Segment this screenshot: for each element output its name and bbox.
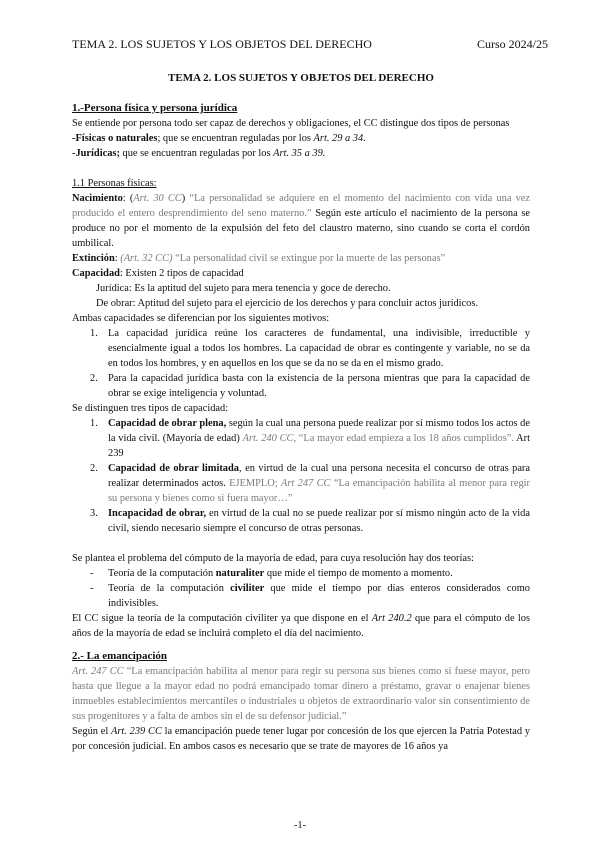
list-item: [72, 326, 530, 371]
type-1-tail: Art 239: [108, 433, 530, 459]
nacimiento-explanation: Según este artículo el nacimiento de la persona se produce no por el momento de la expulsión del feto del claustro materno, sino cuando se corta el cordón umbilical.: [72, 208, 530, 249]
capacidad-juridica: Jurídica: Es la aptitud del sujeto para mera tenencia y goce de derecho.: [96, 283, 391, 294]
emancipacion-quote: “La emancipación habilita al menor para regir su persona sus bienes como si fuese mayor, pero hasta que llegue a la mayor edad no podrá emancipado tomar dinero a préstamo, gravar o enajenar bienes inmuebles establecimientos mercantiles o industriales u objetos de extraordinario valor sin consentimiento de sus progenitores y a falta de ambos sin el de su defensor judicial.”: [72, 666, 530, 722]
fisicas-article: Art. 29 a 34.: [313, 133, 366, 144]
computo-list: [72, 566, 530, 611]
nacimiento-quote: “La personalidad se adquiere en el momento del nacimiento con vida una vez producido el entero desprendimiento del seno materno.”: [72, 193, 530, 219]
section-1-intro: Se entiende por persona todo ser capaz de derechos y obligaciones, el CC distingue dos tipos de personas: [72, 118, 510, 129]
list-text: La capacidad jurídica reúne los caracteres de fundamental, una indivisible, irreductible y esencialmente igual a todos los hombres. La capacidad de obrar es contingente y variable, no se da en todos los hombres, y en aquellos en los que se da no se da en el mismo grado.: [108, 328, 530, 369]
type-3-label: Incapacidad de obrar,: [108, 508, 207, 519]
type-2-article: Art 247 CC: [281, 478, 331, 489]
type-3-text: en virtud de la cual no se puede realizar por sí mismo ningún acto de la vida civil, siendo necesario siempre el concurso de otras personas.: [108, 508, 530, 534]
theory-post: que mide el tiempo por días enteros considerados como indivisibles.: [108, 583, 530, 609]
emancipacion-pre: Según el: [72, 726, 112, 737]
type-1-quote: “La mayor edad empieza a los 18 años cumplidos”.: [296, 433, 514, 444]
types-intro: Se distinguen tres tipos de capacidad:: [72, 403, 229, 414]
list-dash: -: [90, 583, 94, 594]
capacidad-text: : Existen 2 tipos de capacidad: [119, 268, 244, 279]
fisicas-label: -Físicas o naturales: [72, 133, 158, 144]
capacidad-de-obrar: De obrar: Aptitud del sujeto para el ejercicio de los derechos y para concluir actos jurídicos.: [96, 298, 479, 309]
list-number: 2.: [90, 373, 98, 384]
type-2-example: EJEMPLO;: [229, 478, 282, 489]
juridicas-label: -Jurídicas;: [72, 148, 120, 159]
list-dash: -: [90, 568, 94, 579]
extincion-line: [72, 251, 530, 266]
list-item: [72, 506, 530, 536]
diff-intro: Ambas capacidades se diferencian por los siguientes motivos:: [72, 313, 330, 324]
section-1-1-heading: 1.1 Personas físicas:: [72, 178, 157, 189]
extincion-sep: :: [114, 253, 121, 264]
page-number: -1-: [293, 820, 307, 831]
type-1-text: según la cual una persona puede realizar por sí mismo todos los actos de la vida civil. (Mayoría de edad): [108, 418, 530, 444]
capacidad-line: [72, 266, 530, 281]
diff-list: [72, 326, 530, 401]
nacimiento-sep: : (: [122, 193, 134, 204]
list-item: [72, 371, 530, 401]
header-course-year: Curso 2024/25: [476, 37, 548, 51]
civiliter-post: que para el cómputo de los años de la mayoría de edad se incluirá completo el día del nacimiento.: [72, 613, 530, 639]
section-1-heading: 1.-Persona física y persona jurídica: [72, 102, 238, 114]
civiliter-paragraph: [72, 611, 530, 641]
document-body: [72, 71, 530, 754]
theory-name: naturaliter: [215, 568, 265, 579]
type-1-article: Art. 240 CC,: [242, 433, 297, 444]
list-item: [72, 461, 530, 506]
nacimiento-article: Art. 30 CC: [133, 193, 182, 204]
types-list: [72, 416, 530, 536]
extincion-article: (Art. 32 CC): [120, 253, 173, 264]
list-number: 1.: [90, 328, 98, 339]
nacimiento-label: Nacimiento: [72, 193, 123, 204]
juridicas-line: [72, 146, 530, 161]
civiliter-pre: El CC sigue la teoría de la computación civiliter ya que dispone en el: [72, 613, 372, 624]
page-header: [72, 37, 548, 51]
extincion-label: Extinción: [72, 253, 115, 264]
theory-name: civiliter: [230, 583, 265, 594]
fisicas-text: ; que se encuentran reguladas por los: [157, 133, 311, 144]
list-item: [72, 566, 530, 581]
list-number: 2.: [90, 463, 98, 474]
nacimiento-close: ): [181, 193, 190, 204]
list-item: [72, 581, 530, 611]
type-1-label: Capacidad de obrar plena,: [108, 418, 227, 429]
juridicas-text: que se encuentran reguladas por los: [119, 148, 271, 159]
emancipacion-quote-paragraph: [72, 664, 530, 724]
extincion-quote: “La personalidad civil se extingue por la muerte de las personas”: [172, 253, 446, 264]
nacimiento-paragraph: [72, 191, 530, 251]
capacidad-label: Capacidad: [72, 268, 120, 279]
header-course-topic: TEMA 2. LOS SUJETOS Y LOS OBJETOS DEL DERECHO: [72, 37, 372, 51]
fisicas-line: [72, 131, 530, 146]
section-2-heading: 2.- La emancipación: [72, 650, 168, 662]
list-text: Para la capacidad jurídica basta con la existencia de la persona mientras que para la capacidad de obrar se exige inteligencia y voluntad.: [108, 373, 530, 399]
theory-pre: Teoría de la computación: [108, 568, 216, 579]
type-2-label: Capacidad de obrar limitada: [108, 463, 239, 474]
emancipacion-paragraph: [72, 724, 530, 754]
emancipacion-article: Art. 247 CC: [72, 666, 124, 677]
civiliter-article: Art 240.2: [371, 613, 412, 624]
theory-pre: Teoría de la computación: [108, 583, 231, 594]
list-number: 1.: [90, 418, 98, 429]
emancipacion-post: la emancipación puede tener lugar por concesión de los que ejercen la Patria Potestad y por concesión judicial. En ambos casos es necesario que se trate de mayores de 16 años ya: [72, 726, 530, 752]
juridicas-article: Art. 35 a 39.: [273, 148, 326, 159]
list-item: [72, 416, 530, 461]
type-2-quote: “La emancipación habilita al menor para regir su persona y bienes como si fuera mayor…”: [108, 478, 531, 504]
emancipacion-article-239: Art. 239 CC: [111, 726, 162, 737]
computo-intro: Se plantea el problema del cómputo de la mayoría de edad, para cuya resolución hay dos teorías:: [72, 553, 474, 564]
theory-post: que mide el tiempo de momento a momento.: [264, 568, 453, 579]
document-title: TEMA 2. LOS SUJETOS Y OBJETOS DEL DERECHO: [168, 72, 434, 84]
list-number: 3.: [90, 508, 98, 519]
type-2-text: , en virtud de la cual una persona necesita el concurso de otras para realizar determinados actos.: [108, 463, 531, 489]
